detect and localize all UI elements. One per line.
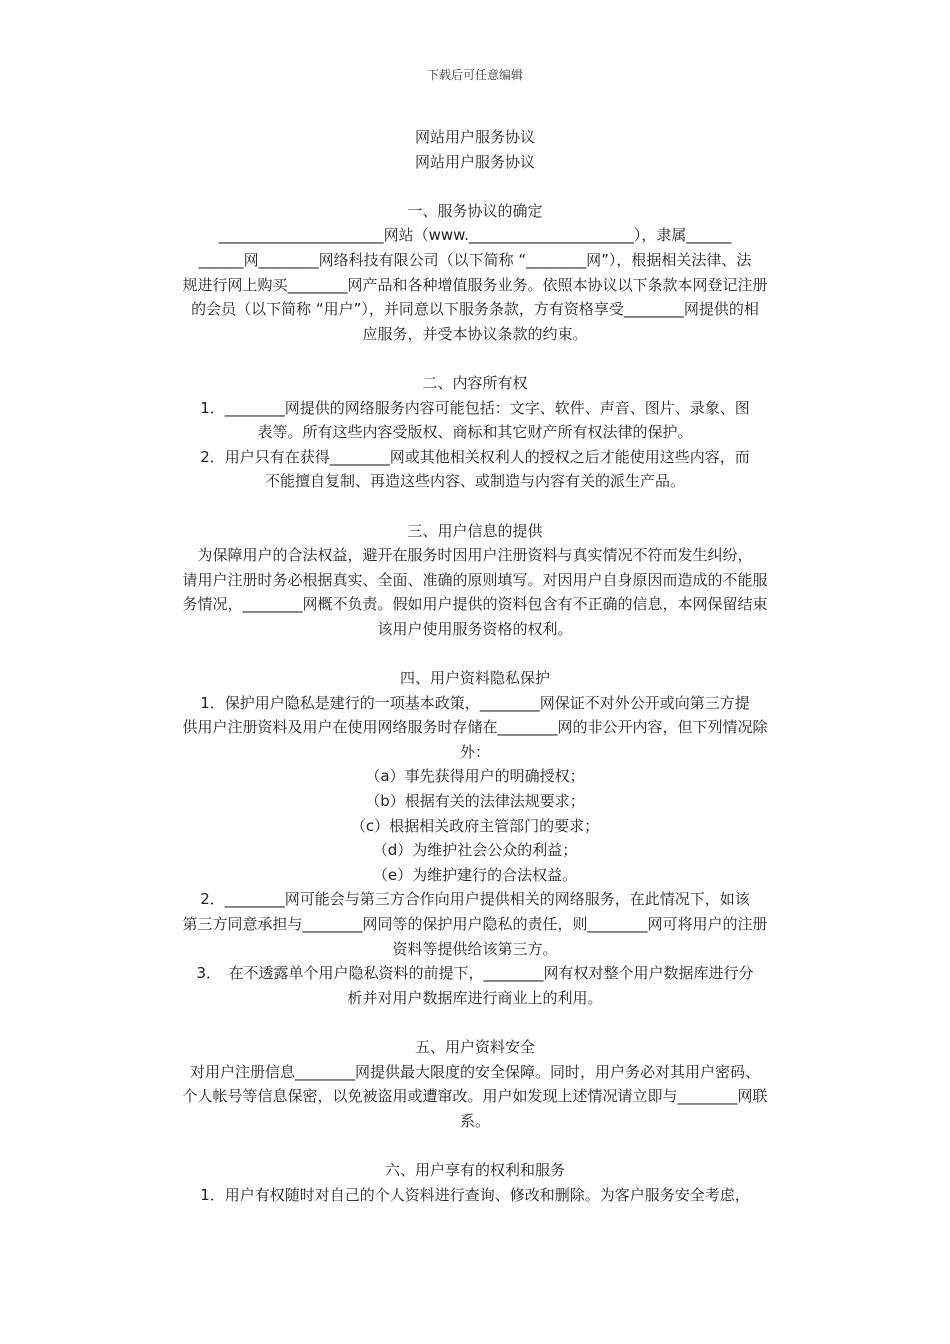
paragraph-line: 1．用户有权随时对自己的个人资料进行查询、修改和删除。为客户服务安全考虑， bbox=[200, 1185, 750, 1204]
section-heading: 六、用户享有的权利和服务 bbox=[384, 1160, 565, 1179]
document-title: 网站用户服务协议 bbox=[414, 128, 535, 146]
paragraph-line: ______________________网站（www.______________________），隶属______ bbox=[218, 226, 732, 245]
paragraph-line: 2．用户只有在获得________网或其他相关权利人的授权之后才能使用这些内容，而 bbox=[200, 447, 750, 466]
section-heading: 一、服务协议的确定 bbox=[407, 201, 543, 220]
section bbox=[145, 371, 805, 519]
paragraph-line: 表等。所有这些内容受版权、商标和其它财产所有权法律的保护。 bbox=[257, 423, 693, 442]
paragraph-line: 个人帐号等信息保密，以免被盗用或遭窜改。用户如发现上述情况请立即与________网联 bbox=[182, 1087, 768, 1106]
paragraph-line: （c）根据相关政府主管部门的要求； bbox=[350, 816, 600, 835]
section bbox=[145, 199, 805, 371]
paragraph-line: （b）根据有关的法律法规要求； bbox=[365, 792, 585, 811]
paragraph-line: （d）为维护社会公众的利益； bbox=[372, 841, 578, 860]
paragraph-line: 对用户注册信息________网提供最大限度的安全保障。同时，用户务必对其用户密码、 bbox=[189, 1062, 760, 1081]
document-body bbox=[145, 125, 805, 1207]
paragraph-line: 该用户使用服务资格的权利。 bbox=[377, 619, 573, 638]
paragraph-line: 资料等提供给该第三方。 bbox=[392, 939, 558, 958]
section-heading: 五、用户资料安全 bbox=[414, 1037, 535, 1056]
paragraph-line: 析并对用户数据库进行商业上的利用。 bbox=[347, 988, 603, 1007]
section bbox=[145, 519, 805, 667]
paragraph-line: 供用户注册资料及用户在使用网络服务时存储在________网的非公开内容，但下列情况除 bbox=[182, 718, 768, 737]
paragraph-line: 2．________网可能会与第三方合作向用户提供相关的网络服务，在此情况下，如该 bbox=[200, 890, 750, 909]
paragraph-line: 为保障用户的合法权益，避开在服务时因用户注册资料与真实情况不符而发生纠纷， bbox=[197, 546, 753, 565]
paragraph-line: 务情况，________网概不负责。假如用户提供的资料包含有不正确的信息，本网保留结束 bbox=[182, 595, 768, 614]
paragraph-line: 1．________网提供的网络服务内容可能包括：文字、软件、声音、图片、录象、图 bbox=[200, 398, 750, 417]
paragraph-line: 请用户注册时务必根据真实、全面、准确的原则填写。对因用户自身原因而造成的不能服 bbox=[182, 570, 768, 589]
paragraph-line: 系。 bbox=[459, 1111, 490, 1130]
document-subtitle: 网站用户服务协议 bbox=[414, 152, 535, 171]
paragraph-line: 第三方同意承担与________网同等的保护用户隐私的责任，则________网可将用户的注册 bbox=[182, 915, 768, 933]
paragraph-line: 外： bbox=[459, 742, 490, 761]
paragraph-line: （e）为维护建行的合法权益。 bbox=[372, 865, 578, 884]
section bbox=[145, 1158, 805, 1207]
paragraph-line: 的会员（以下简称 “用户”），并同意以下服务条款，方有资格享受________网提供的相 bbox=[191, 300, 759, 319]
paragraph-line: 规进行网上购买________网产品和各种增值服务业务。依照本协议以下条款本网登记注册 bbox=[182, 275, 768, 294]
section bbox=[145, 1035, 805, 1158]
header-note: 下载后可任意编辑 bbox=[426, 68, 523, 82]
section-heading: 三、用户信息的提供 bbox=[407, 521, 543, 540]
section-heading: 二、内容所有权 bbox=[422, 373, 528, 392]
paragraph-line: 不能擅自复制、再造这些内容、或制造与内容有关的派生产品。 bbox=[264, 472, 685, 491]
paragraph-line: （a）事先获得用户的明确授权； bbox=[365, 767, 585, 786]
section bbox=[145, 666, 805, 1035]
paragraph-line: 3． 在不透露单个用户隐私资料的前提下，________网有权对整个用户数据库进行分 bbox=[196, 964, 754, 983]
paragraph-line: ______网________网络科技有限公司（以下简称 “________网”），根据相关法律、法 bbox=[198, 250, 752, 269]
sections-container bbox=[145, 199, 805, 1207]
paragraph-line: 1．保护用户隐私是建行的一项基本政策，________网保证不对外公开或向第三方提 bbox=[200, 693, 750, 712]
section-heading: 四、用户资料隐私保护 bbox=[399, 669, 550, 688]
paragraph-line: 应服务，并受本协议条款的约束。 bbox=[362, 324, 588, 343]
